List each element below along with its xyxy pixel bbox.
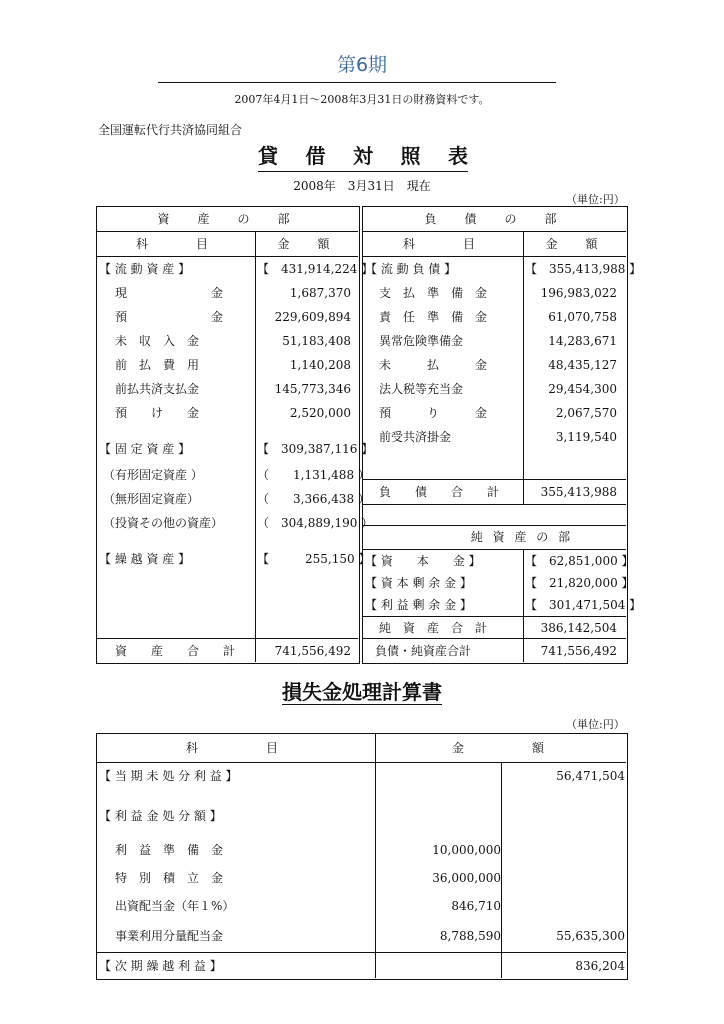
- asset-label: 前 払 費 用: [115, 358, 200, 372]
- profit-row-outer-amount: 836,204: [575, 959, 625, 973]
- profit-row-outer-amount: 56,471,504: [556, 769, 625, 783]
- column-divider: [255, 638, 256, 662]
- asset-label: 【 固 定 資 産 】: [99, 442, 191, 456]
- column-divider: [523, 549, 524, 662]
- column-divider: [375, 734, 376, 978]
- as-of-date: 2008年 3月31日 現在: [293, 179, 431, 193]
- liab-net-total-label: 負債・純資産合計: [375, 644, 472, 658]
- liability-label: 異常危険準備金: [379, 334, 464, 348]
- liability-label: 【 流 動 負 債 】: [365, 262, 457, 276]
- net-assets-total-amount: 386,142,504: [540, 621, 617, 635]
- liability-amount: 29,454,300: [548, 382, 617, 396]
- asset-amount: （ 304,889,190 ）: [257, 516, 374, 530]
- asset-amount: 2,520,000: [289, 406, 351, 420]
- liab-net-total-amount: 741,556,492: [540, 644, 617, 658]
- asset-label: 未 収 入 金: [115, 334, 200, 348]
- liability-amount: 14,283,671: [548, 334, 617, 348]
- title-char: 借: [305, 144, 326, 168]
- liability-amount: 【 355,413,988 】: [525, 262, 642, 276]
- period-description: 2007年4月1日～2008年3月31日の財務資料です。: [234, 93, 490, 106]
- assets-total-label: 資 産 合 計: [115, 644, 236, 658]
- profit-statement-title: [0, 676, 724, 705]
- profit-row-label: 特 別 積 立 金: [115, 871, 224, 885]
- net-asset-label: 【 資 本 剰 余 金 】: [365, 576, 472, 590]
- asset-label: （有形固定資産 ）: [103, 468, 203, 482]
- profit-row-inner-amount: 10,000,000: [432, 843, 501, 857]
- assets-panel: [96, 206, 374, 664]
- liability-amount: 2,067,570: [555, 406, 617, 420]
- asset-label: 預 金: [115, 310, 224, 324]
- unit-label: （単位:円）: [566, 193, 625, 206]
- asset-amount: （ 3,366,438 ）: [257, 492, 370, 506]
- column-divider: [523, 232, 524, 504]
- asset-amount: 【 255,150 】: [257, 552, 371, 566]
- asset-label: 【 繰 越 資 産 】: [99, 552, 191, 566]
- period-title: 第6期: [336, 54, 388, 76]
- profit-row-label: 【 当 期 未 処 分 利 益 】: [99, 769, 238, 783]
- liability-label: 預 り 金: [379, 406, 488, 420]
- profit-row-label: 【 次 期 繰 越 利 益 】: [99, 959, 222, 973]
- profit-row-label: 【 利 益 金 処 分 額 】: [99, 809, 222, 823]
- profit-row-inner-amount: 846,710: [451, 899, 501, 913]
- profit-col-item: 科 目: [185, 741, 286, 755]
- net-asset-amount: 【 62,851,000 】: [525, 554, 634, 568]
- liabilities-total-label: 負 債 合 計: [379, 485, 500, 499]
- asset-amount: 145,773,346: [274, 382, 351, 396]
- profit-row-inner-amount: 36,000,000: [432, 871, 501, 885]
- liabilities-total-amount: 355,413,988: [540, 485, 617, 499]
- assets-col-amount: 金 額: [277, 237, 338, 251]
- liabilities-col-amount: 金 額: [545, 237, 606, 251]
- assets-col-item: 科 目: [135, 237, 216, 251]
- net-asset-amount: 【 21,820,000 】: [525, 576, 634, 590]
- liabilities-panel: [362, 206, 642, 664]
- asset-amount: 51,183,408: [282, 334, 351, 348]
- title-char: 照: [400, 144, 421, 168]
- divider: [97, 952, 626, 953]
- asset-label: 預 け 金: [115, 406, 200, 420]
- asset-label: 現 金: [115, 286, 224, 300]
- asset-label: 前払共済支払金: [115, 382, 200, 396]
- asset-label: （無形固定資産）: [103, 492, 200, 506]
- liability-label: 責 任 準 備 金: [379, 310, 488, 324]
- liability-amount: 48,435,127: [548, 358, 617, 372]
- net-assets-total-label: 純 資 産 合 計: [379, 621, 488, 635]
- liability-amount: 3,119,540: [555, 430, 617, 444]
- liability-amount: 196,983,022: [540, 286, 617, 300]
- assets-header: 資 産 の 部: [157, 212, 298, 226]
- organization-name: 全国運転代行共済協同組合: [98, 123, 243, 137]
- divider: [97, 762, 626, 763]
- liability-label: 未 払 金: [379, 358, 488, 372]
- liabilities-header: 負 債 の 部: [424, 212, 565, 226]
- title-rule: [158, 82, 556, 83]
- unit-label-2: （単位:円）: [566, 718, 625, 731]
- title-char: 表: [448, 144, 468, 168]
- title-char: 貸: [258, 144, 278, 168]
- asset-amount: 【 431,914,224 】: [257, 262, 374, 276]
- profit-row-inner-amount: 8,788,590: [439, 929, 501, 943]
- column-divider: [501, 762, 502, 978]
- asset-amount: 229,609,894: [274, 310, 351, 324]
- profit-col-amount: 金 額: [451, 741, 552, 755]
- asset-label: （投資その他の資産）: [103, 516, 224, 530]
- balance-sheet-title: [258, 140, 468, 172]
- liability-label: 支 払 準 備 金: [379, 286, 488, 300]
- profit-row-label: 出資配当金（年１%）: [115, 899, 235, 913]
- asset-amount: 1,687,370: [289, 286, 351, 300]
- liability-label: 前受共済掛金: [379, 430, 452, 444]
- asset-amount: 【 309,387,116 】: [257, 442, 374, 456]
- profit-statement-title-text: 損失金処理計算書: [282, 680, 442, 704]
- liability-label: 法人税等充当金: [379, 382, 464, 396]
- profit-table: [96, 733, 628, 980]
- net-asset-label: 【 利 益 剰 余 金 】: [365, 598, 472, 612]
- profit-row-label: 事業利用分量配当金: [115, 929, 224, 943]
- liability-amount: 61,070,758: [548, 310, 617, 324]
- net-asset-label: 【 資 本 金 】: [365, 554, 481, 568]
- divider: [363, 504, 626, 505]
- net-assets-header: 純 資 産 の 部: [470, 530, 574, 544]
- liabilities-col-item: 科 目: [402, 237, 483, 251]
- asset-amount: （ 1,131,488 ）: [257, 468, 370, 482]
- assets-total-amount: 741,556,492: [274, 644, 351, 658]
- asset-amount: 1,140,208: [289, 358, 351, 372]
- asset-label: 【 流 動 資 産 】: [99, 262, 191, 276]
- title-char: 対: [353, 144, 373, 168]
- profit-row-outer-amount: 55,635,300: [556, 929, 625, 943]
- net-asset-amount: 【 301,471,504 】: [525, 598, 642, 612]
- profit-row-label: 利 益 準 備 金: [115, 843, 224, 857]
